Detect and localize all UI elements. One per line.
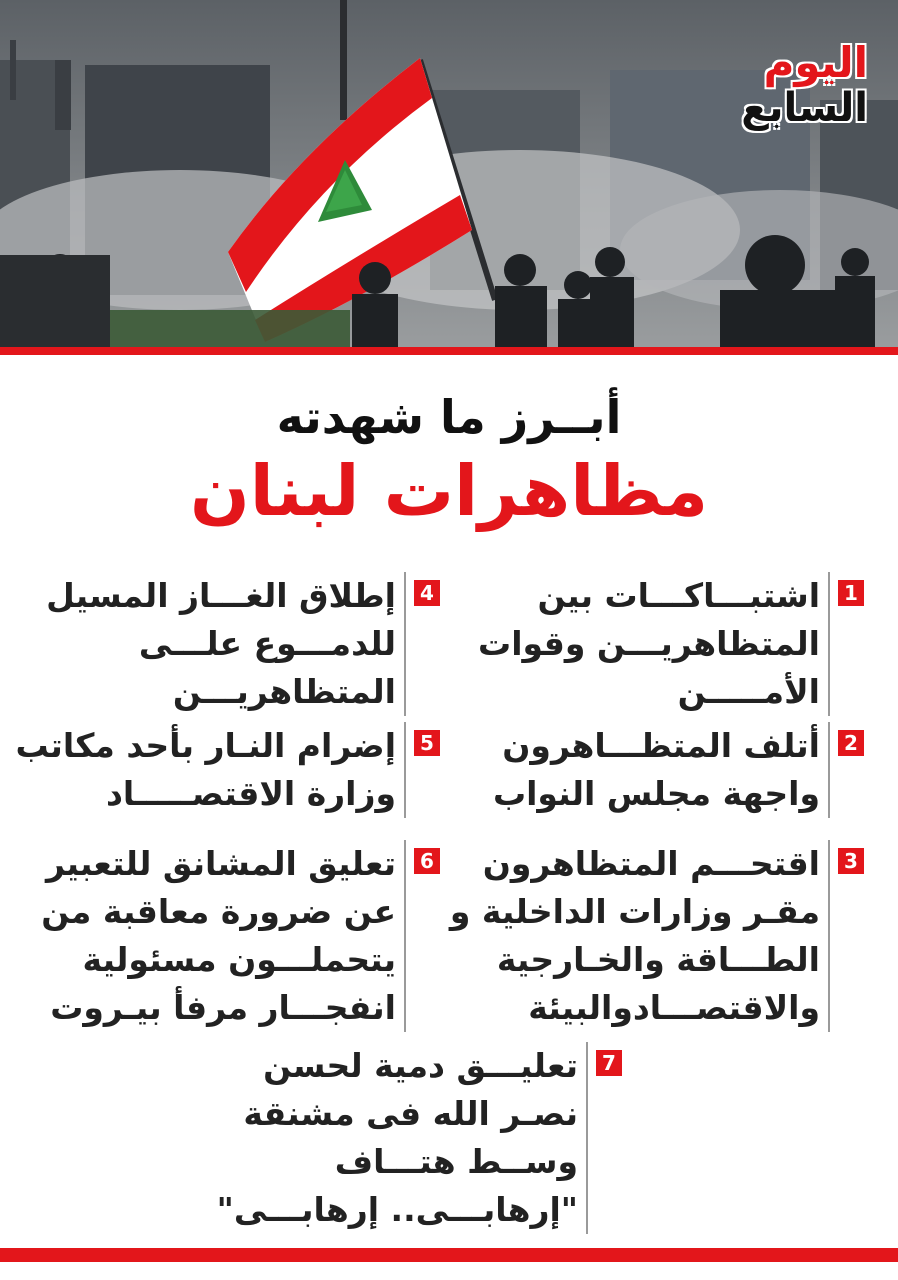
item-number: 1: [838, 580, 864, 606]
item-number: 4: [414, 580, 440, 606]
item-number: 5: [414, 730, 440, 756]
list-item: [16, 722, 441, 818]
logo-line-1: اليوم: [763, 38, 868, 87]
logo-line-2: السابع: [741, 85, 868, 131]
item-text: اشتبـــاكـــات بين المتظاهريـــن وقوات الأمـــــن: [478, 572, 830, 716]
item-text: أتلف المتظـــاهرون واجهة مجلس النواب: [493, 722, 830, 818]
item-text: اقتحـــم المتظاهرون مقـر وزارات الداخلية و الطـــاقة والخـارجية والاقتصـــادوالبيئة: [450, 840, 830, 1032]
footer-divider: [0, 1248, 898, 1262]
list-item: [217, 1042, 622, 1234]
list-item: [41, 840, 440, 1032]
list-item: [478, 572, 864, 716]
newspaper-logo: [741, 38, 868, 131]
list-item: [450, 840, 864, 1032]
item-number: 7: [596, 1050, 622, 1076]
item-text: إطلاق الغـــاز المسيل للدمـــوع علـــى المتظاهريـــن: [46, 572, 406, 716]
item-number: 3: [838, 848, 864, 874]
item-text: إضرام النـار بأحد مكاتب وزارة الاقتصـــــاد: [16, 722, 407, 818]
item-number: 2: [838, 730, 864, 756]
item-text: تعليـــق دمية لحسن نصـر الله فى مشنقة وســط هتـــاف "إرهابـــى.. إرهابـــى": [217, 1042, 588, 1234]
title-line-2: مظاهرات لبنان: [189, 450, 709, 532]
header-photo: [0, 0, 898, 350]
header-divider: [0, 347, 898, 355]
item-number: 6: [414, 848, 440, 874]
item-text: تعليق المشانق للتعبير عن ضرورة معاقبة من يتحملـــون مسئولية انفجـــار مرفأ بيـروت: [41, 840, 406, 1032]
list-item: [46, 572, 440, 716]
list-item: [493, 722, 864, 818]
title-line-1: أبــرز ما شهدته: [276, 390, 622, 444]
